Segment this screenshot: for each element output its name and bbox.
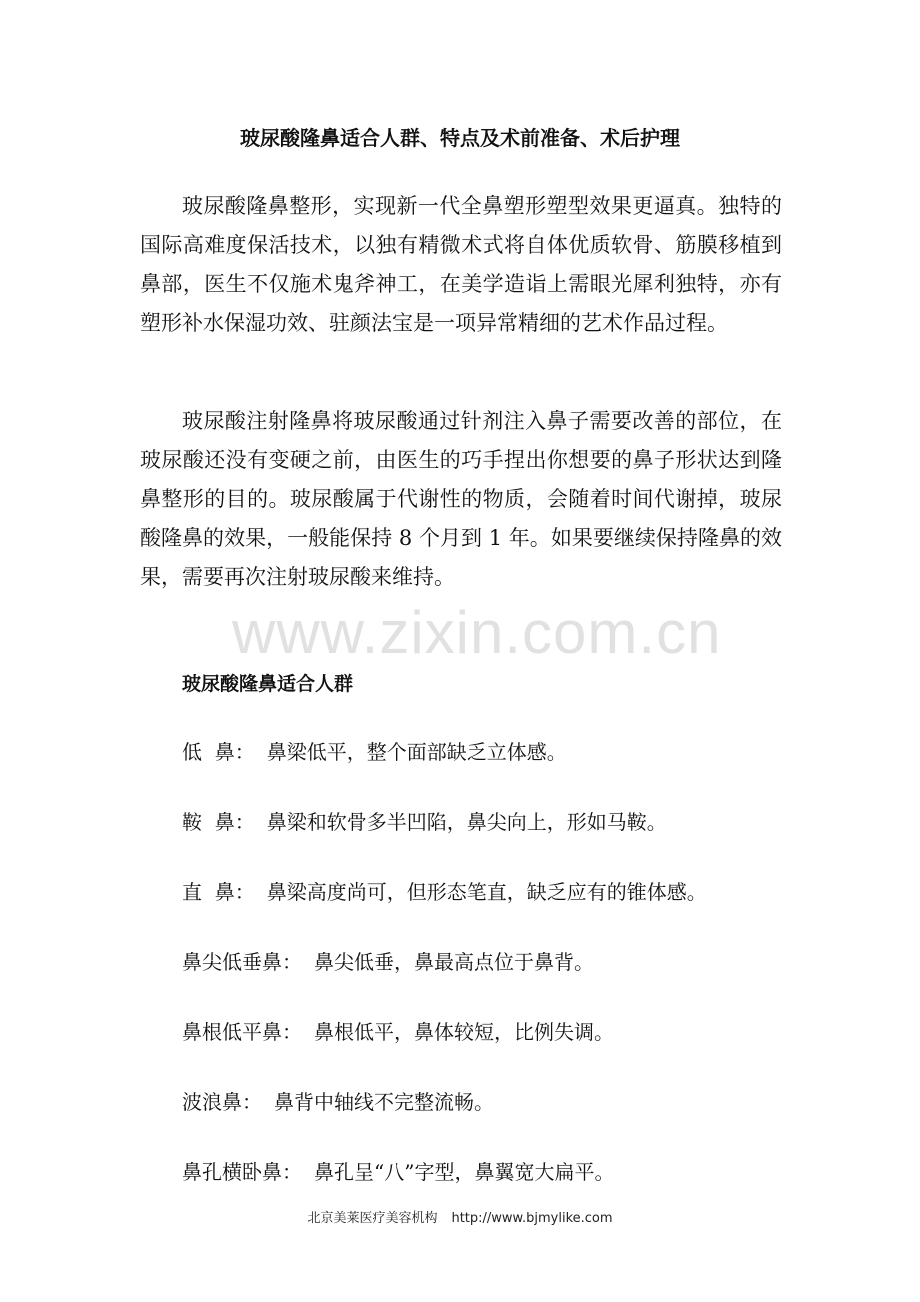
document-title: 玻尿酸隆鼻适合人群、特点及术前准备、术后护理 [240, 126, 680, 150]
item-desc: 鼻根低平，鼻体较短，比例失调。 [314, 1020, 614, 1044]
footer-org: 北京美莱医疗美容机构 [307, 1211, 438, 1226]
item-term: 直 鼻： [182, 880, 255, 904]
footer-url[interactable]: http://www.bjmylike.com [451, 1211, 613, 1226]
list-item [182, 1086, 494, 1118]
page-footer [0, 1207, 920, 1226]
watermark: www.zixin.com.cn [232, 599, 722, 666]
item-term: 鞍 鼻： [182, 810, 255, 834]
item-desc: 鼻梁和软骨多半凹陷，鼻尖向上，形如马鞍。 [266, 810, 667, 834]
item-term: 波浪鼻： [182, 1090, 262, 1114]
section-heading: 玻尿酸隆鼻适合人群 [182, 673, 354, 695]
item-desc: 鼻梁高度尚可，但形态笔直，缺乏应有的锥体感。 [266, 880, 707, 904]
item-term: 鼻孔横卧鼻： [182, 1160, 302, 1184]
list-item [182, 806, 667, 838]
item-term: 鼻尖低垂鼻： [182, 950, 302, 974]
item-desc: 鼻梁低平，整个面部缺乏立体感。 [266, 740, 567, 764]
list-item [182, 1016, 614, 1048]
item-term: 低 鼻： [182, 740, 255, 764]
paragraph-intro: 玻尿酸隆鼻整形，实现新一代全鼻塑形塑型效果更逼真。独特的国际高难度保活技术，以独有精微术式将自体优质软骨、筋膜移植到鼻部，医生不仅施术鬼斧神工，在美学造诣上需眼光犀利独特，亦有塑形补水保湿功效、驻颜法宝是一项异常精细的艺术作品过程。 [140, 194, 782, 335]
item-term: 鼻根低平鼻： [182, 1020, 302, 1044]
list-item [182, 1156, 614, 1188]
list-item [182, 876, 707, 908]
list-item [182, 946, 594, 978]
paragraph-injection: 玻尿酸注射隆鼻将玻尿酸通过针剂注入鼻子需要改善的部位，在玻尿酸还没有变硬之前，由医生的巧手捏出你想要的鼻子形状达到隆鼻整形的目的。玻尿酸属于代谢性的物质，会随着时间代谢掉，玻尿酸隆鼻的效果，一般能保持 8 个月到 1 年。如果要继续保持隆鼻的效果，需要再次注射玻尿酸来维持。 [140, 409, 782, 589]
item-desc: 鼻尖低垂，鼻最高点位于鼻背。 [314, 950, 594, 974]
item-desc: 鼻孔呈“八”字型，鼻翼宽大扁平。 [314, 1160, 615, 1184]
list-item [182, 736, 567, 768]
item-desc: 鼻背中轴线不完整流畅。 [274, 1090, 494, 1114]
